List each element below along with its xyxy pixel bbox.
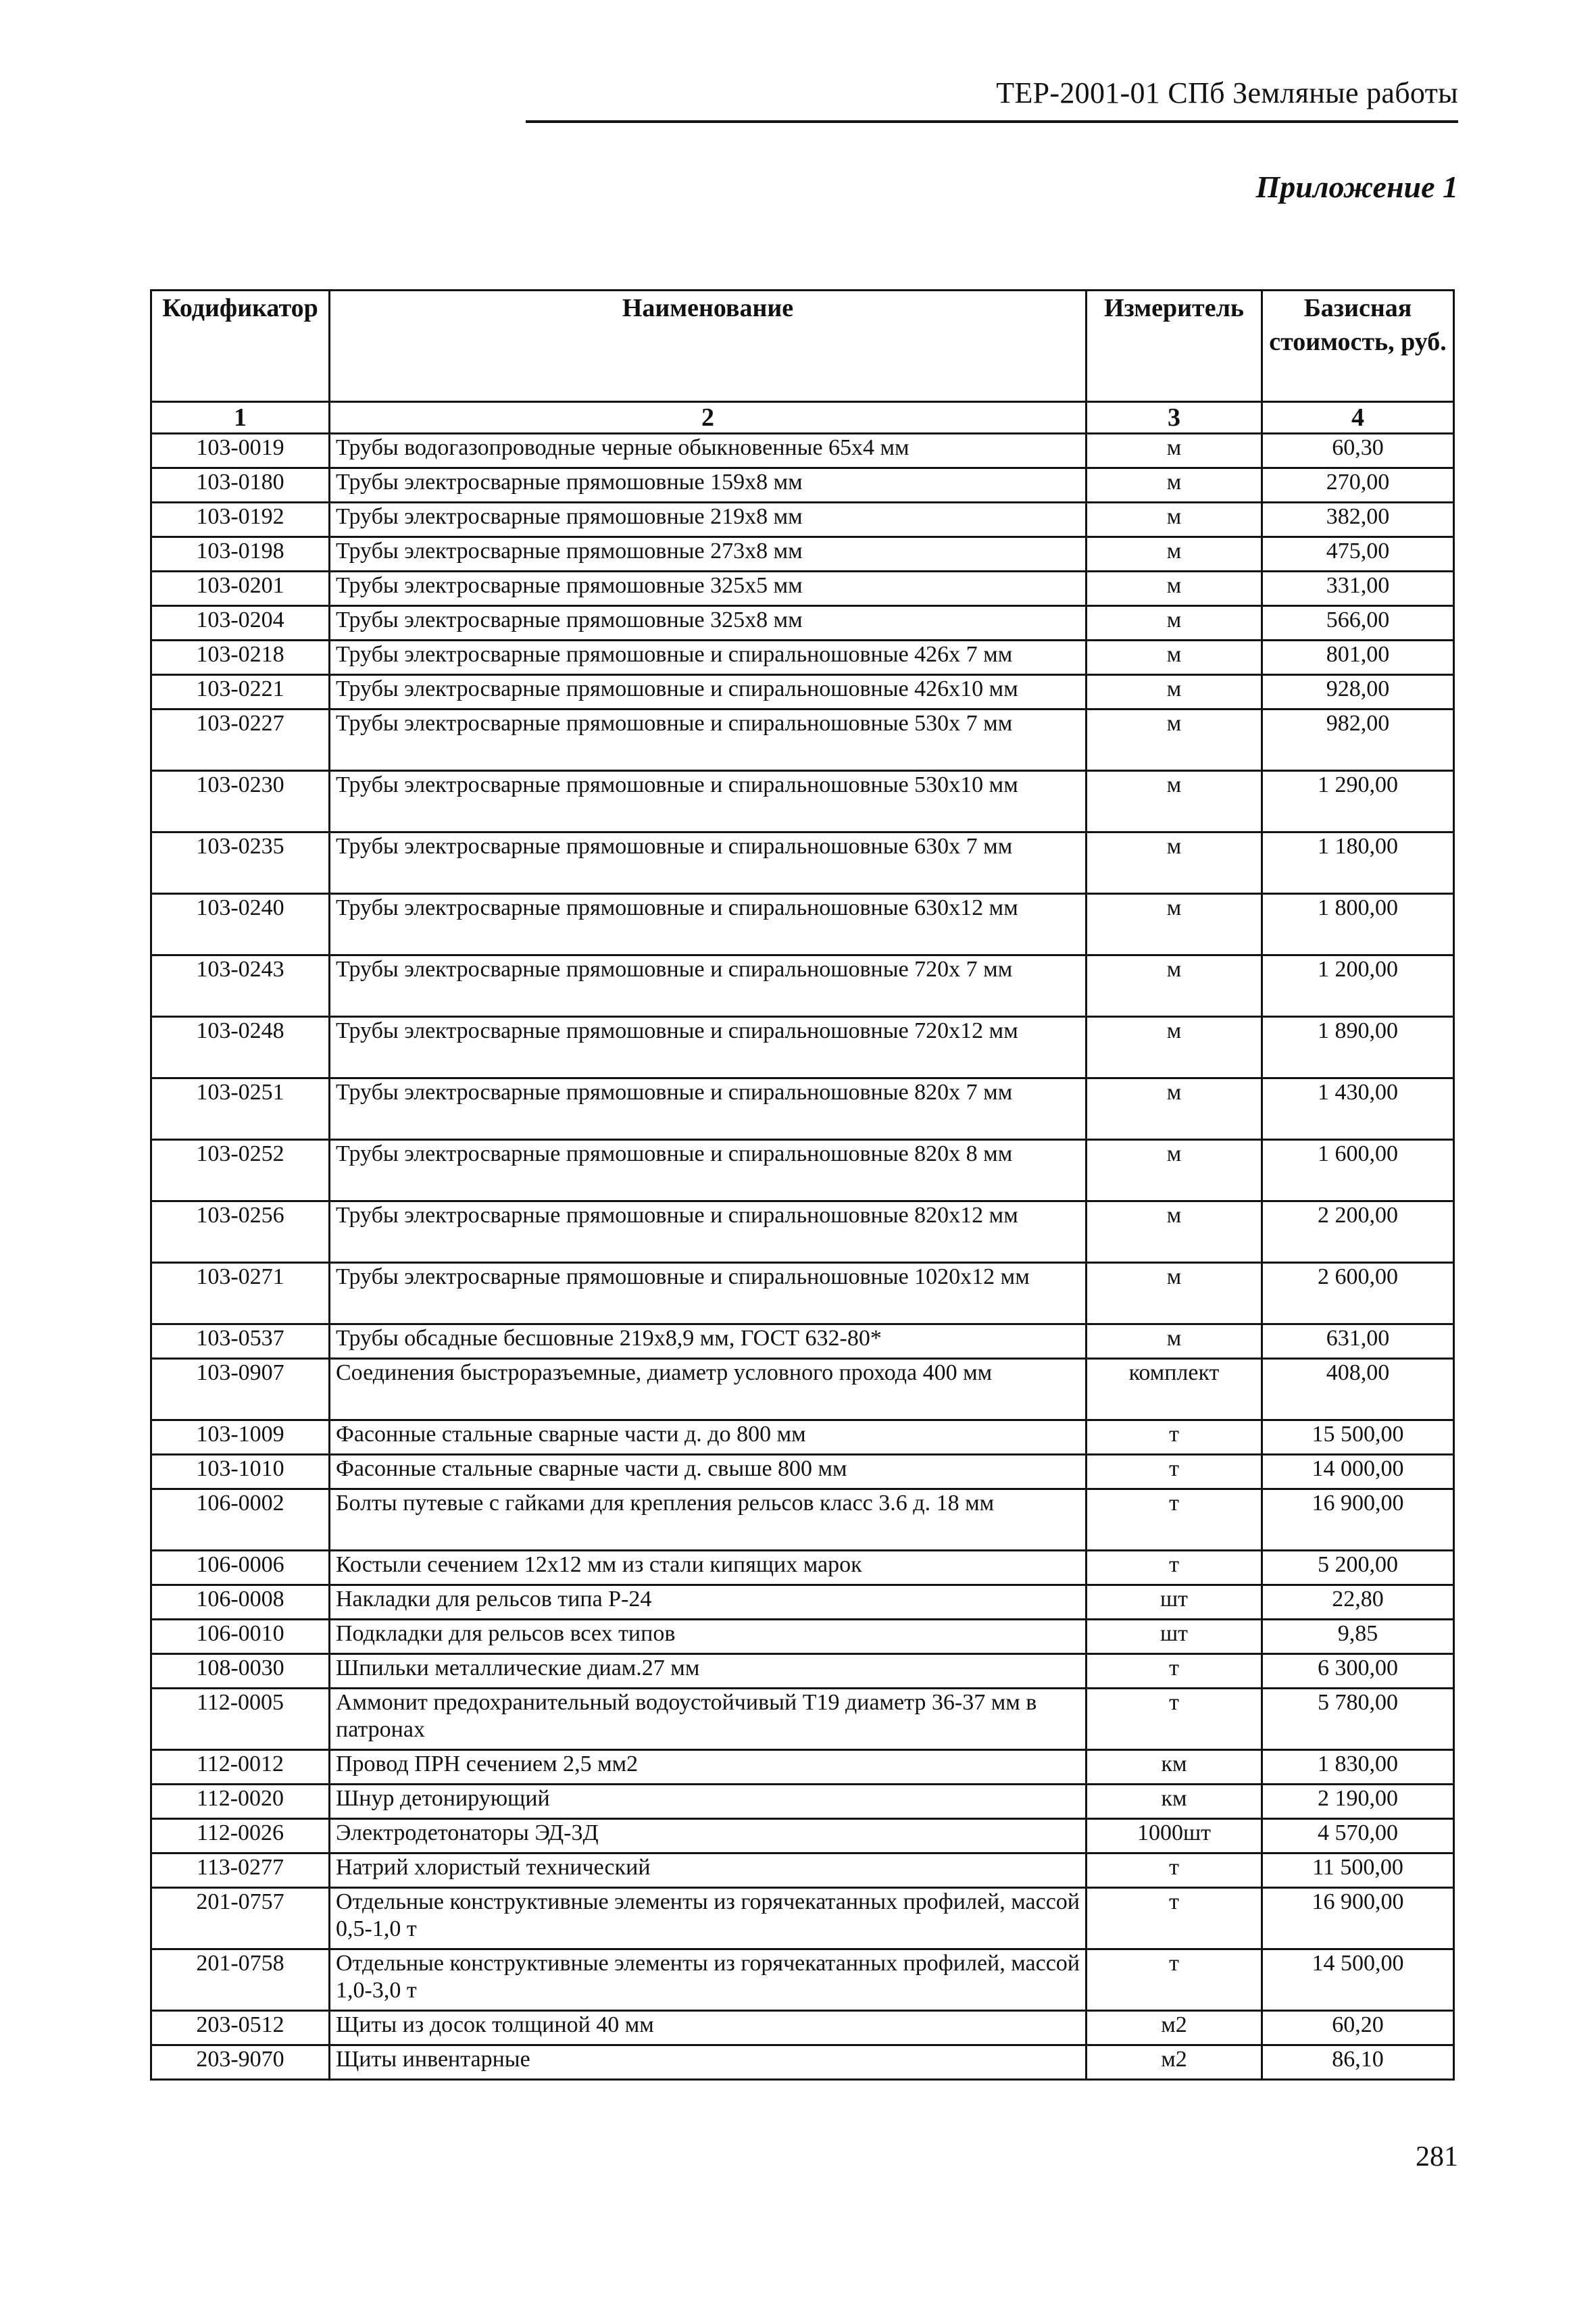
cell-unit: м2 (1087, 2011, 1262, 2045)
document-title: ТЕР-2001-01 СПб Земляные работы (996, 76, 1458, 109)
cell-code: 112-0005 (151, 1689, 330, 1750)
cell-name: Отдельные конструктивные элементы из горячекатанных профилей, массой 0,5-1,0 т (330, 1888, 1087, 1949)
cell-unit: т (1087, 1489, 1262, 1551)
cell-name: Трубы электросварные прямошовные 159х8 мм (330, 468, 1087, 503)
cell-price: 2 600,00 (1262, 1263, 1454, 1324)
cell-code: 106-0010 (151, 1620, 330, 1654)
cell-code: 103-0240 (151, 894, 330, 955)
cell-name: Провод ПРН сечением 2,5 мм2 (330, 1750, 1087, 1785)
cell-code: 106-0006 (151, 1551, 330, 1585)
table-row (151, 2011, 1454, 2045)
table-row (151, 832, 1454, 894)
cell-price: 1 600,00 (1262, 1140, 1454, 1201)
cell-name: Соединения быстроразъемные, диаметр условного прохода 400 мм (330, 1359, 1087, 1420)
cell-name: Трубы электросварные прямошовные и спиральношовные 426х 7 мм (330, 641, 1087, 675)
cell-price: 928,00 (1262, 675, 1454, 710)
cell-name: Трубы электросварные прямошовные 325х8 мм (330, 606, 1087, 641)
cell-name: Накладки для рельсов типа Р-24 (330, 1585, 1087, 1620)
table-row (151, 2045, 1454, 2080)
cell-unit: м (1087, 503, 1262, 537)
cell-name: Трубы электросварные прямошовные и спиральношовные 1020х12 мм (330, 1263, 1087, 1324)
cell-name: Подкладки для рельсов всех типов (330, 1620, 1087, 1654)
cell-unit: м (1087, 675, 1262, 710)
cell-code: 103-0235 (151, 832, 330, 894)
cell-name: Щиты из досок толщиной 40 мм (330, 2011, 1087, 2045)
cell-name: Фасонные стальные сварные части д. до 800 мм (330, 1420, 1087, 1455)
appendix-label: Приложение 1 (1255, 170, 1458, 204)
cell-price: 86,10 (1262, 2045, 1454, 2080)
table-body (151, 434, 1454, 2080)
cell-code: 203-0512 (151, 2011, 330, 2045)
cell-price: 14 500,00 (1262, 1949, 1454, 2011)
table-row (151, 1585, 1454, 1620)
cell-unit: м (1087, 710, 1262, 771)
cell-unit: м (1087, 894, 1262, 955)
table-row (151, 1888, 1454, 1949)
table-row (151, 1324, 1454, 1359)
cell-price: 1 800,00 (1262, 894, 1454, 955)
cell-name: Аммонит предохранительный водоустойчивый Т19 диаметр 36-37 мм в патронах (330, 1689, 1087, 1750)
cell-code: 103-0204 (151, 606, 330, 641)
cell-code: 103-0192 (151, 503, 330, 537)
cell-code: 112-0020 (151, 1785, 330, 1819)
cell-price: 382,00 (1262, 503, 1454, 537)
table-row (151, 1078, 1454, 1140)
table-row (151, 1489, 1454, 1551)
table-row (151, 1263, 1454, 1324)
cell-name: Трубы электросварные прямошовные и спиральношовные 630х 7 мм (330, 832, 1087, 894)
cell-unit: м (1087, 468, 1262, 503)
cell-code: 108-0030 (151, 1654, 330, 1689)
table-row (151, 1455, 1454, 1489)
cell-code: 103-0256 (151, 1201, 330, 1263)
cell-name: Трубы электросварные прямошовные и спиральношовные 630х12 мм (330, 894, 1087, 955)
cell-name: Отдельные конструктивные элементы из горячекатанных профилей, массой 1,0-3,0 т (330, 1949, 1087, 2011)
cell-price: 9,85 (1262, 1620, 1454, 1654)
cell-price: 801,00 (1262, 641, 1454, 675)
cell-price: 14 000,00 (1262, 1455, 1454, 1489)
cell-name: Трубы электросварные прямошовные и спиральношовные 720х12 мм (330, 1017, 1087, 1078)
table-row (151, 572, 1454, 606)
cell-code: 203-9070 (151, 2045, 330, 2080)
cell-price: 6 300,00 (1262, 1654, 1454, 1689)
table-row (151, 1359, 1454, 1420)
cell-name: Электродетонаторы ЭД-3Д (330, 1819, 1087, 1853)
cell-unit: т (1087, 1455, 1262, 1489)
cell-price: 1 830,00 (1262, 1750, 1454, 1785)
table-row (151, 434, 1454, 468)
page-number: 281 (1416, 2141, 1458, 2172)
cell-price: 2 190,00 (1262, 1785, 1454, 1819)
column-header-price: Базисная стоимость, руб. (1262, 291, 1454, 402)
cell-code: 201-0758 (151, 1949, 330, 2011)
cell-name: Костыли сечением 12х12 мм из стали кипящих марок (330, 1551, 1087, 1585)
cell-code: 103-0251 (151, 1078, 330, 1140)
cell-price: 331,00 (1262, 572, 1454, 606)
cell-price: 631,00 (1262, 1324, 1454, 1359)
cell-name: Трубы электросварные прямошовные и спиральношовные 530х10 мм (330, 771, 1087, 832)
cell-unit: м (1087, 434, 1262, 468)
cell-code: 103-0180 (151, 468, 330, 503)
table-row (151, 1785, 1454, 1819)
cell-code: 201-0757 (151, 1888, 330, 1949)
cell-price: 270,00 (1262, 468, 1454, 503)
materials-price-table (150, 289, 1455, 2081)
cell-code: 103-0230 (151, 771, 330, 832)
cell-unit: м (1087, 771, 1262, 832)
cell-price: 16 900,00 (1262, 1489, 1454, 1551)
table-row (151, 894, 1454, 955)
cell-unit: м (1087, 537, 1262, 572)
cell-unit: км (1087, 1750, 1262, 1785)
cell-name: Натрий хлористый технический (330, 1853, 1087, 1888)
cell-name: Фасонные стальные сварные части д. свыше 800 мм (330, 1455, 1087, 1489)
table-header-row (151, 291, 1454, 402)
table-row (151, 1420, 1454, 1455)
cell-unit: м (1087, 606, 1262, 641)
column-number: 4 (1262, 402, 1454, 434)
table-row (151, 1949, 1454, 2011)
table-row (151, 1140, 1454, 1201)
table-row (151, 1689, 1454, 1750)
cell-unit: комплект (1087, 1359, 1262, 1420)
cell-code: 103-1009 (151, 1420, 330, 1455)
cell-unit: м (1087, 1140, 1262, 1201)
cell-code: 103-0198 (151, 537, 330, 572)
cell-name: Трубы электросварные прямошовные и спиральношовные 820х 8 мм (330, 1140, 1087, 1201)
cell-name: Трубы электросварные прямошовные и спиральношовные 820х 7 мм (330, 1078, 1087, 1140)
cell-price: 566,00 (1262, 606, 1454, 641)
table-row (151, 675, 1454, 710)
cell-unit: шт (1087, 1585, 1262, 1620)
cell-unit: м (1087, 955, 1262, 1017)
cell-code: 106-0008 (151, 1585, 330, 1620)
cell-code: 103-0218 (151, 641, 330, 675)
cell-unit: шт (1087, 1620, 1262, 1654)
cell-name: Шпильки металлические диам.27 мм (330, 1654, 1087, 1689)
column-header-name: Наименование (330, 291, 1087, 402)
cell-code: 103-1010 (151, 1455, 330, 1489)
table-row (151, 1853, 1454, 1888)
cell-price: 1 890,00 (1262, 1017, 1454, 1078)
table-row (151, 1654, 1454, 1689)
table-row (151, 468, 1454, 503)
cell-unit: м (1087, 832, 1262, 894)
table-row (151, 710, 1454, 771)
cell-price: 60,30 (1262, 434, 1454, 468)
cell-name: Щиты инвентарные (330, 2045, 1087, 2080)
cell-price: 11 500,00 (1262, 1853, 1454, 1888)
cell-code: 103-0252 (151, 1140, 330, 1201)
cell-price: 5 200,00 (1262, 1551, 1454, 1585)
cell-code: 103-0537 (151, 1324, 330, 1359)
cell-name: Трубы обсадные бесшовные 219х8,9 мм, ГОСТ 632-80* (330, 1324, 1087, 1359)
column-header-code: Кодификатор (151, 291, 330, 402)
cell-unit: м (1087, 1201, 1262, 1263)
table-row (151, 537, 1454, 572)
cell-code: 103-0271 (151, 1263, 330, 1324)
cell-price: 475,00 (1262, 537, 1454, 572)
cell-name: Трубы электросварные прямошовные и спиральношовные 426х10 мм (330, 675, 1087, 710)
cell-unit: м (1087, 641, 1262, 675)
column-number: 1 (151, 402, 330, 434)
cell-code: 103-0221 (151, 675, 330, 710)
cell-code: 113-0277 (151, 1853, 330, 1888)
cell-unit: т (1087, 1853, 1262, 1888)
cell-name: Трубы электросварные прямошовные 273х8 мм (330, 537, 1087, 572)
table-row (151, 1819, 1454, 1853)
cell-name: Трубы электросварные прямошовные и спиральношовные 530х 7 мм (330, 710, 1087, 771)
cell-price: 982,00 (1262, 710, 1454, 771)
cell-price: 408,00 (1262, 1359, 1454, 1420)
cell-price: 1 180,00 (1262, 832, 1454, 894)
cell-price: 16 900,00 (1262, 1888, 1454, 1949)
cell-code: 103-0248 (151, 1017, 330, 1078)
cell-unit: м (1087, 1263, 1262, 1324)
cell-price: 22,80 (1262, 1585, 1454, 1620)
cell-code: 103-0243 (151, 955, 330, 1017)
column-number-row (151, 402, 1454, 434)
cell-code: 106-0002 (151, 1489, 330, 1551)
cell-name: Шнур детонирующий (330, 1785, 1087, 1819)
cell-code: 103-0201 (151, 572, 330, 606)
cell-code: 112-0026 (151, 1819, 330, 1853)
cell-code: 103-0907 (151, 1359, 330, 1420)
column-number: 2 (330, 402, 1087, 434)
cell-price: 60,20 (1262, 2011, 1454, 2045)
cell-name: Трубы водогазопроводные черные обыкновенные 65х4 мм (330, 434, 1087, 468)
cell-price: 4 570,00 (1262, 1819, 1454, 1853)
column-number: 3 (1087, 402, 1262, 434)
table-row (151, 503, 1454, 537)
cell-unit: т (1087, 1888, 1262, 1949)
cell-price: 1 430,00 (1262, 1078, 1454, 1140)
column-header-unit: Измеритель (1087, 291, 1262, 402)
cell-name: Трубы электросварные прямошовные и спиральношовные 820х12 мм (330, 1201, 1087, 1263)
cell-name: Болты путевые с гайками для крепления рельсов класс 3.6 д. 18 мм (330, 1489, 1087, 1551)
cell-unit: т (1087, 1420, 1262, 1455)
cell-code: 103-0019 (151, 434, 330, 468)
cell-name: Трубы электросварные прямошовные и спиральношовные 720х 7 мм (330, 955, 1087, 1017)
cell-unit: м2 (1087, 2045, 1262, 2080)
table-row (151, 1017, 1454, 1078)
cell-unit: м (1087, 1078, 1262, 1140)
cell-price: 1 200,00 (1262, 955, 1454, 1017)
table-row (151, 1201, 1454, 1263)
header-rule (526, 120, 1458, 123)
table-row (151, 1551, 1454, 1585)
cell-unit: м (1087, 1017, 1262, 1078)
cell-unit: км (1087, 1785, 1262, 1819)
cell-unit: т (1087, 1689, 1262, 1750)
cell-code: 103-0227 (151, 710, 330, 771)
cell-unit: 1000шт (1087, 1819, 1262, 1853)
table-row (151, 606, 1454, 641)
cell-unit: т (1087, 1551, 1262, 1585)
cell-unit: т (1087, 1949, 1262, 2011)
table-row (151, 1750, 1454, 1785)
table-row (151, 955, 1454, 1017)
cell-name: Трубы электросварные прямошовные 219х8 мм (330, 503, 1087, 537)
table-row (151, 771, 1454, 832)
cell-price: 2 200,00 (1262, 1201, 1454, 1263)
cell-code: 112-0012 (151, 1750, 330, 1785)
cell-unit: м (1087, 572, 1262, 606)
cell-unit: т (1087, 1654, 1262, 1689)
cell-price: 1 290,00 (1262, 771, 1454, 832)
cell-name: Трубы электросварные прямошовные 325х5 мм (330, 572, 1087, 606)
cell-unit: м (1087, 1324, 1262, 1359)
cell-price: 5 780,00 (1262, 1689, 1454, 1750)
table-row (151, 1620, 1454, 1654)
cell-price: 15 500,00 (1262, 1420, 1454, 1455)
table-row (151, 641, 1454, 675)
